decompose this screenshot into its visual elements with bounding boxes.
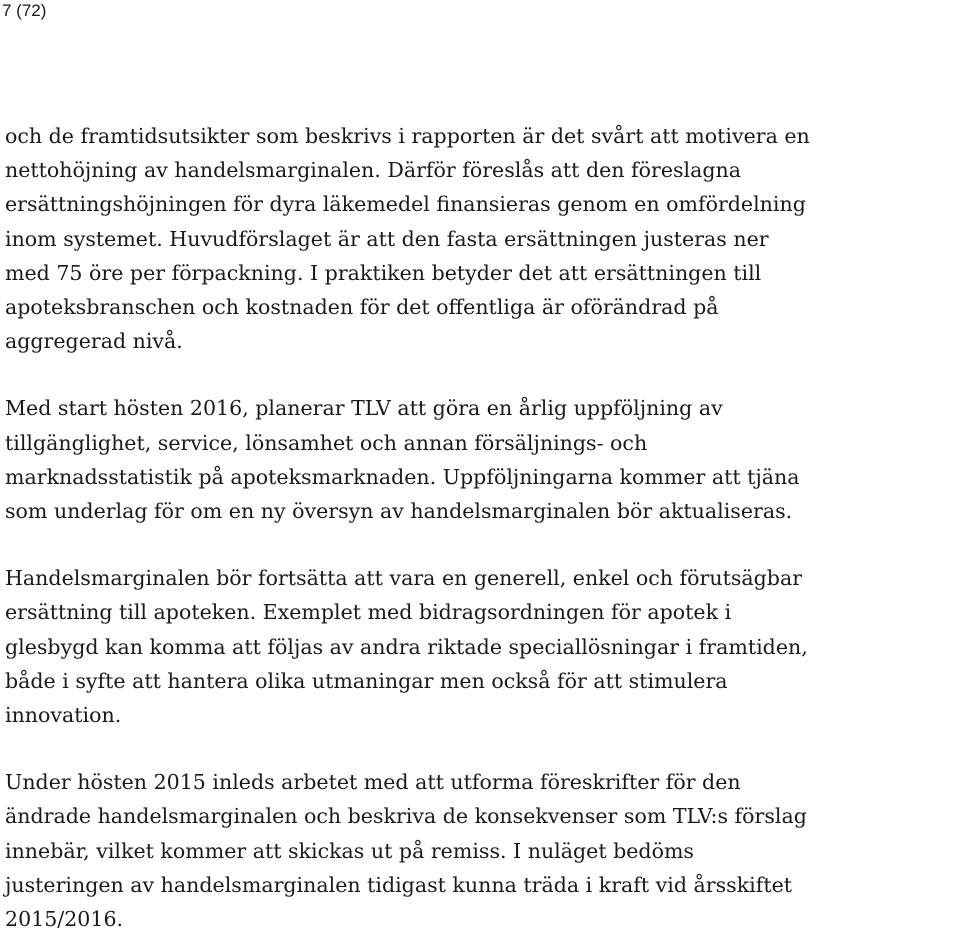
text-line: justeringen av handelsmarginalen tidigast kunna träda i kraft vid årsskiftet	[5, 872, 793, 897]
text-line: glesbygd kan komma att följas av andra riktade speciallösningar i framtiden,	[5, 634, 808, 659]
text-line: tillgänglighet, service, lönsamhet och annan försäljnings- och	[5, 430, 648, 455]
text-line: med 75 öre per förpackning. I praktiken betyder det att ersättningen till	[5, 260, 762, 285]
text-line: Med start hösten 2016, planerar TLV att göra en årlig uppföljning av	[5, 396, 723, 421]
text-line: nettohöjning av handelsmarginalen. Därför föreslås att den föreslagna	[5, 158, 742, 183]
text-line: marknadsstatistik på apoteksmarknaden. Uppföljningarna kommer att tjäna	[5, 464, 800, 489]
text-line: innebär, vilket kommer att skickas ut på remiss. I nuläget bedöms	[5, 838, 694, 863]
text-line: ersättning till apoteken. Exemplet med bidragsordningen för apotek i	[5, 600, 732, 625]
text-line: och de framtidsutsikter som beskrivs i rapporten är det svårt att motivera en	[5, 124, 810, 148]
page-number: 7 (72)	[2, 1, 47, 20]
text-line: apoteksbranschen och kostnaden för det offentliga är oförändrad på	[5, 295, 719, 320]
paragraph-2	[5, 391, 957, 528]
text-line: ersättningshöjningen för dyra läkemedel finansieras genom en omfördelning	[5, 192, 806, 217]
text-line: 2015/2016.	[5, 907, 124, 932]
text-line: ändrade handelsmarginalen och beskriva de konsekvenser som TLV:s förslag	[5, 804, 807, 829]
document-body	[5, 119, 957, 936]
text-line: innovation.	[5, 703, 122, 728]
paragraph-3	[5, 561, 957, 732]
paragraph-1	[5, 119, 957, 358]
text-line: aggregerad nivå.	[5, 329, 183, 354]
text-line: som underlag för om en ny översyn av handelsmarginalen bör aktualiseras.	[5, 499, 793, 524]
text-line: både i syfte att hantera olika utmaningar men också för att stimulera	[5, 668, 728, 693]
text-line: Under hösten 2015 inleds arbetet med att utforma föreskrifter för den	[5, 770, 741, 795]
text-line: inom systemet. Huvudförslaget är att den fasta ersättningen justeras ner	[5, 226, 769, 251]
paragraph-4	[5, 765, 957, 936]
text-line: Handelsmarginalen bör fortsätta att vara en generell, enkel och förutsägbar	[5, 566, 803, 591]
